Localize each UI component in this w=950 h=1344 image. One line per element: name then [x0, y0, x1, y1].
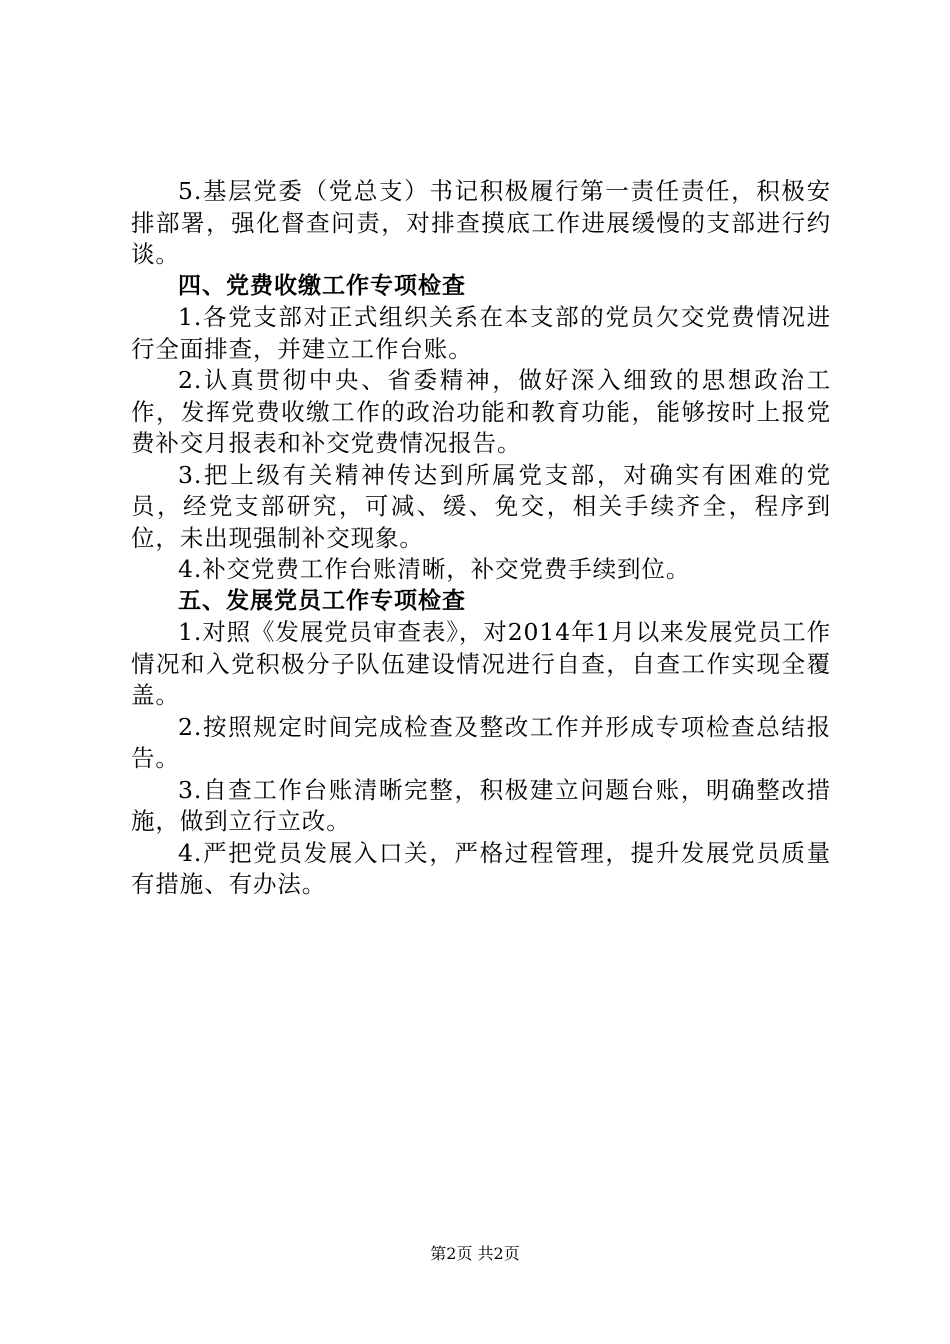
- section-heading-4: 四、党费收缴工作专项检查: [178, 272, 466, 299]
- paragraph-4-1: 1.各党支部对正式组织关系在本支部的党员欠交党费情况进行全面排查，并建立工作台账。: [131, 303, 831, 363]
- paragraph-5-3: 3.自查工作台账清晰完整，积极建立问题台账，明确整改措施，做到立行立改。: [131, 775, 831, 835]
- paragraph-4-2: 2.认真贯彻中央、省委精神，做好深入细致的思想政治工作，发挥党费收缴工作的政治功能和教育功能，能够按时上报党费补交月报表和补交党费情况报告。: [131, 366, 831, 457]
- section-heading-5: 五、发展党员工作专项检查: [178, 587, 466, 614]
- paragraph-4-3: 3.把上级有关精神传达到所属党支部，对确实有困难的党员，经党支部研究，可减、缓、免交，相关手续齐全，程序到位，未出现强制补交现象。: [131, 460, 831, 552]
- paragraph-5-1: 1.对照《发展党员审查表》，对2014年1月以来发展党员工作情况和入党积极分子队伍建设情况进行自查，自查工作实现全覆盖。: [131, 618, 831, 709]
- paragraph-5-2: 2.按照规定时间完成检查及整改工作并形成专项检查总结报告。: [131, 712, 831, 772]
- paragraph-5-secretary-duty: 5.基层党委（党总支）书记积极履行第一责任责任，积极安排部署，强化督查问责，对排查摸底工作进展缓慢的支部进行约谈。: [131, 177, 831, 268]
- document-body: [131, 176, 831, 901]
- paragraph-4-4: 4.补交党费工作台账清晰，补交党费手续到位。: [178, 555, 691, 583]
- page-number-footer: 第2页 共2页: [430, 1244, 520, 1263]
- paragraph-5-4: 4.严把党员发展入口关，严格过程管理，提升发展党员质量有措施、有办法。: [131, 838, 831, 898]
